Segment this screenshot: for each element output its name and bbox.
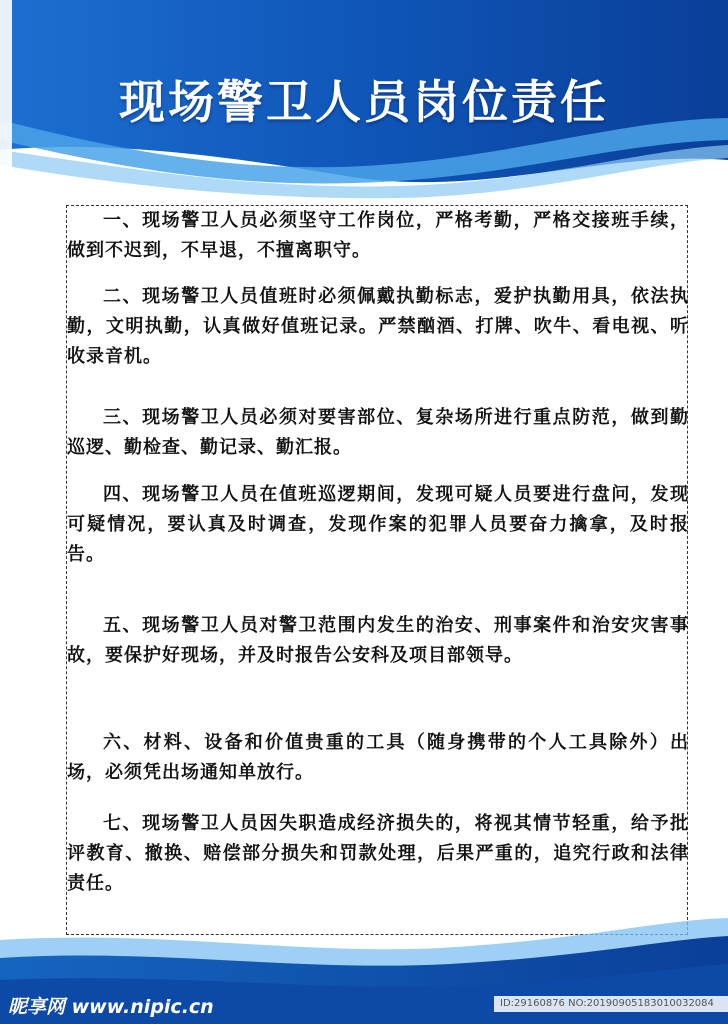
responsibility-list: [66, 205, 688, 935]
list-item: 三、现场警卫人员必须对要害部位、复杂场所进行重点防范，做到勤巡逻、勤检查、勤记录、勤汇报。: [67, 407, 689, 458]
list-item: 五、现场警卫人员对警卫范围内发生的治安、刑事案件和治安灾害事故，要保护好现场，并及时报告公安科及项目部领导。: [67, 615, 689, 666]
list-item: 四、现场警卫人员在值班巡逻期间，发现可疑人员要进行盘问，发现可疑情况，要认真及时调查，发现作案的犯罪人员要奋力擒拿，及时报告。: [67, 484, 689, 565]
header-banner: [0, 0, 728, 200]
watermark-id: ID:29160876 NO:20190905183010032084: [494, 996, 728, 1012]
list-item: 二、现场警卫人员值班时必须佩戴执勤标志，爱护执勤用具，依法执勤，文明执勤，认真做好值班记录。严禁酗酒、打牌、吹牛、看电视、听收录音机。: [67, 286, 689, 367]
watermark-logo: 昵享网 www.nipic.cn: [8, 996, 214, 1018]
list-item: 七、现场警卫人员因失职造成经济损失的，将视其情节轻重，给予批评教育、撤换、赔偿部分损失和罚款处理，后果严重的，追究行政和法律责任。: [67, 813, 689, 894]
list-item: 一、现场警卫人员必须坚守工作岗位，严格考勤，严格交接班手续，做到不迟到，不早退，不擅离职守。: [67, 210, 689, 261]
list-item: 六、材料、设备和价值贵重的工具（随身携带的个人工具除外）出场，必须凭出场通知单放行。: [67, 732, 689, 783]
page-title: 现场警卫人员岗位责任: [119, 75, 609, 129]
